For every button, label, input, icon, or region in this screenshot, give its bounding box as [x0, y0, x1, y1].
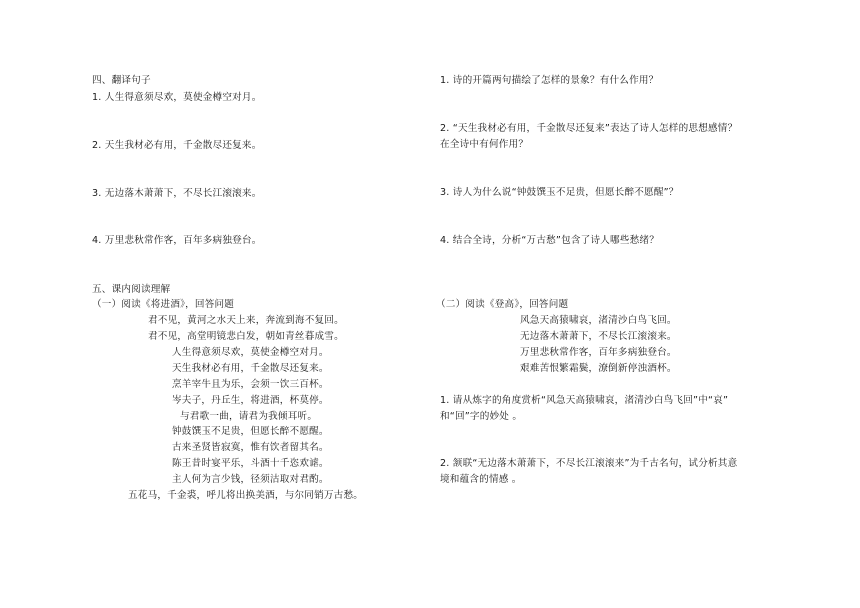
poem1-line: 君不见，黄河之水天上来，奔流到海不复回。 [148, 315, 344, 326]
translate-item-4: 4. 万里悲秋常作客，百年多病独登台。 [92, 235, 262, 246]
poem2-line: 艰难苦恨繁霜鬓，潦倒新停浊酒杯。 [520, 363, 677, 374]
poem1-line: 陈王昔时宴平乐，斗酒十千恣欢谑。 [172, 458, 329, 469]
poem2-line: 无边落木萧萧下，不尽长江滚滚来。 [520, 331, 677, 342]
section5-heading: 五、课内阅读理解 [92, 284, 171, 295]
poem1-line: 主人何为言少钱，径须沽取对君酌。 [172, 474, 329, 485]
section4-heading: 四、翻译句子 [92, 75, 151, 86]
question-2: 2. “天生我材必有用，千金散尽还复来”表达了诗人怎样的思想感情？ [440, 123, 738, 134]
poem1-line: 五花马，千金裘，呼儿将出换美酒，与尔同销万古愁。 [128, 490, 364, 501]
poem1-line: 古来圣贤皆寂寞，惟有饮者留其名。 [172, 442, 329, 453]
part2-title: （二）阅读《登高》，回答问题 [436, 299, 569, 310]
poem2-question-1-cont: 和“回”字的妙处 。 [440, 411, 523, 422]
poem1-line: 君不见，高堂明镜悲白发，朝如青丝暮成雪。 [148, 331, 344, 342]
question-3: 3. 诗人为什么说“钟鼓馔玉不足贵，但愿长醉不愿醒”？ [440, 187, 679, 198]
poem2-question-2: 2. 颔联“无边落木萧萧下，不尽长江滚滚来”为千古名句，试分析其意 [440, 458, 738, 469]
question-1: 1. 诗的开篇两句描绘了怎样的景象？有什么作用？ [440, 75, 659, 86]
poem1-line: 天生我材必有用，千金散尽还复来。 [172, 363, 329, 374]
question-2-cont: 在全诗中有何作用？ [440, 139, 529, 150]
poem2-question-1: 1. 请从炼字的角度赏析“风急天高猿啸哀，渚清沙白鸟飞回”中“哀” [440, 395, 729, 406]
poem2-question-2-cont: 境和蕴含的情感 。 [440, 474, 522, 485]
poem1-line: 与君歌一曲，请君为我倾耳听。 [180, 411, 318, 422]
translate-item-1: 1. 人生得意须尽欢，莫使金樽空对月。 [92, 92, 262, 103]
poem2-line: 风急天高猿啸哀，渚清沙白鸟飞回。 [520, 315, 677, 326]
poem2-line: 万里悲秋常作客，百年多病独登台。 [520, 347, 677, 358]
part1-title: （一）阅读《将进酒》，回答问题 [92, 299, 235, 310]
poem1-line: 烹羊宰牛且为乐，会须一饮三百杯。 [172, 379, 329, 390]
poem1-line: 岑夫子，丹丘生，将进酒，杯莫停。 [172, 395, 329, 406]
translate-item-2: 2. 天生我材必有用，千金散尽还复来。 [92, 140, 262, 151]
question-4: 4. 结合全诗，分析“万古愁”包含了诗人哪些愁绪？ [440, 235, 660, 246]
translate-item-3: 3. 无边落木萧萧下，不尽长江滚滚来。 [92, 188, 262, 199]
poem1-line: 人生得意须尽欢，莫使金樽空对月。 [172, 347, 329, 358]
poem1-line: 钟鼓馔玉不足贵，但愿长醉不愿醒。 [172, 426, 329, 437]
